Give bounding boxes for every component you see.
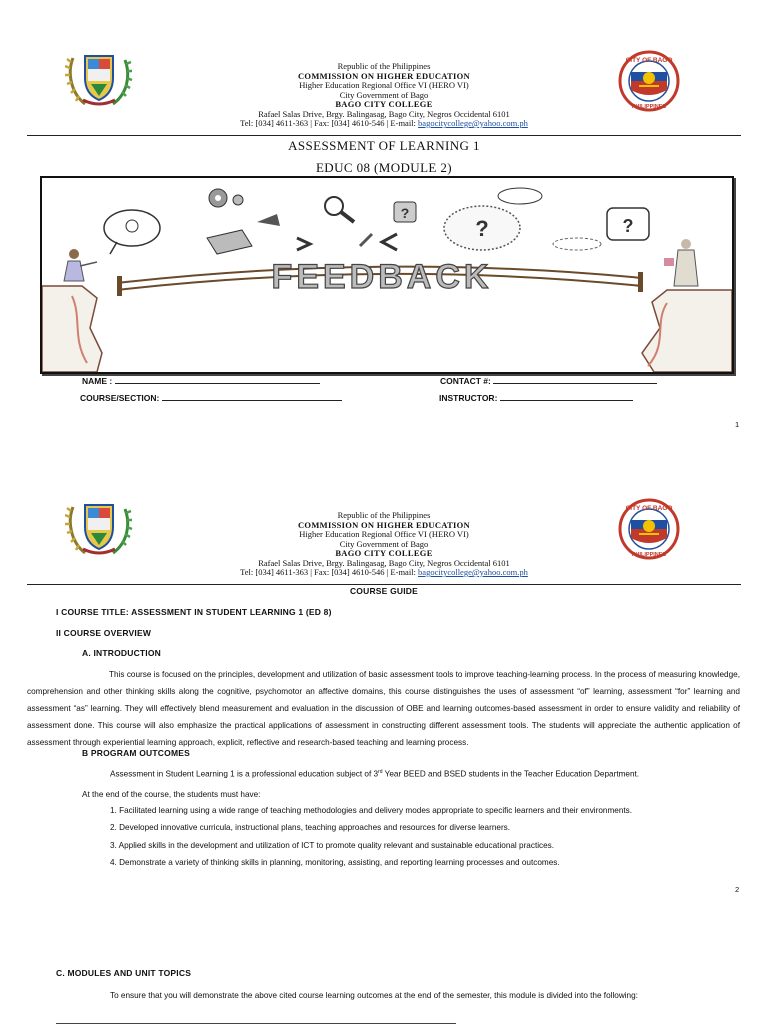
program-text-a: Assessment in Student Learning 1 is a professional education subject of 3 (110, 769, 379, 779)
outcome-item: 4. Demonstrate a variety of thinking skills in planning, monitoring, assisting, and reporting learning processes and outcomes. (110, 858, 560, 867)
page-number-1: 1 (735, 420, 740, 429)
cut-off-line (56, 1019, 456, 1024)
svg-text:?: ? (622, 216, 634, 236)
college-line: BAGO CITY COLLEGE (335, 99, 433, 109)
seal-text-bottom: PHILIPPINES (631, 104, 667, 110)
republic-line-2: Republic of the Philippines (337, 510, 431, 520)
svg-text:?: ? (475, 216, 489, 241)
feedback-banner (40, 176, 734, 374)
cover-subtitle: EDUC 08 (MODULE 2) (315, 160, 453, 175)
seal-text-top: CITY OF BAGO (625, 57, 673, 64)
name-label: NAME (82, 376, 108, 386)
outcome-item: 1. Facilitated learning using a wide range of teaching methodologies and delivery modes appropriate to specific learners and their environments. (110, 806, 633, 815)
modules-text: To ensure that you will demonstrate the above cited course learning outcomes at the end of the semester, this module is divided into the following: (110, 991, 638, 1000)
course-guide-heading: COURSE GUIDE (349, 586, 419, 596)
contact-line-2 (0, 568, 768, 578)
program-text-b: Year BEED and BSED students in the Teacher Education Department. (382, 769, 640, 779)
instructor-field[interactable]: INSTRUCTOR: (439, 392, 633, 403)
email-link-2[interactable]: bagocitycollege@yahoo.com.ph (418, 567, 528, 577)
course-overview: II COURSE OVERVIEW (56, 628, 152, 638)
contact-line (0, 119, 768, 129)
seal-text-bottom-2: PHILIPPINES (631, 552, 667, 558)
city-gov-line-2: City Government of Bago (339, 538, 429, 549)
contact-field[interactable] (440, 375, 657, 386)
intro-paragraph: This course is focused on the principles, development and utilization of basic assessment tools to improve teaching-learning process. In the process of measuring knowledge, comprehension and other thinking skills along the cognitive, psychomotor an affective domains, this course distinguishes the uses of assessment “of” learning, assessment “for” learning and assessment “as” learning. They will effectively blend measurement and evaluation in the discussion of OBE and learning outcomes-based assessment in order to ensure validity and reliability of assessment done. This course will also emphasize the practical applications of assessment in constructing different assessment tools. The students will appreciate the authentic application of assessment through experiential learning approach, explicit, reflective and research-based teaching and learning process. (27, 670, 740, 747)
contact-prefix: Tel: [034] 4611-363 | Fax: [034] 4610-546 | E-mail: (240, 118, 419, 128)
program-outcomes-heading: B PROGRAM OUTCOMES (82, 748, 190, 758)
program-text-sup: rd (378, 769, 383, 775)
commission-line: COMMISSION ON HIGHER EDUCATION (297, 70, 470, 81)
college-line-2: BAGO CITY COLLEGE (335, 548, 433, 558)
banner-word: FEEDBACK (271, 258, 493, 296)
page1-header (0, 62, 768, 129)
cover-title: ASSESSMENT OF LEARNING 1 (288, 138, 480, 153)
city-gov-line: City Government of Bago (339, 89, 429, 100)
header-rule-2 (27, 584, 741, 585)
contact-line-field (493, 375, 657, 384)
email-link[interactable]: bagocitycollege@yahoo.com.ph (418, 118, 528, 128)
end-of-course-text: At the end of the course, the students must have: (82, 790, 261, 799)
commission-line-2: COMMISSION ON HIGHER EDUCATION (297, 519, 470, 530)
program-text (110, 769, 639, 779)
instructor-label: INSTRUCTOR (439, 393, 495, 403)
intro-heading: A. INTRODUCTION (82, 648, 162, 658)
name-line (115, 375, 320, 384)
outcome-item: 3. Applied skills in the development and utilization of ICT to promote quality relevant and sustainable educational practices. (110, 841, 555, 850)
address-line-2: Rafael Salas Drive, Brgy. Balingasag, Bago City, Negros Occidental 6101 (258, 557, 510, 568)
header-rule (27, 135, 741, 136)
course-label: COURSE/SECTION (80, 393, 157, 403)
name-field[interactable]: NAME : (82, 375, 320, 386)
outcome-item: 2. Developed innovative curricula, instructional plans, teaching approaches and resources for diverse learners. (110, 823, 511, 832)
course-line (162, 392, 342, 401)
instructor-line (500, 392, 633, 401)
seal-text-top-2: CITY OF BAGO (625, 505, 673, 512)
regional-line-2: Higher Education Regional Office VI (HERO VI) (299, 529, 469, 539)
page-number-2: 2 (735, 885, 740, 894)
svg-text:?: ? (400, 205, 410, 221)
course-title: I COURSE TITLE: ASSESSMENT IN STUDENT LEARNING 1 (ED 8) (56, 607, 332, 617)
contact-prefix-2: Tel: [034] 4611-363 | Fax: [034] 4610-546 | E-mail: (240, 567, 419, 577)
modules-heading: C. MODULES AND UNIT TOPICS (56, 968, 192, 978)
course-field[interactable]: COURSE/SECTION: (80, 392, 342, 403)
address-line: Rafael Salas Drive, Brgy. Balingasag, Bago City, Negros Occidental 6101 (258, 108, 510, 119)
contact-label: CONTACT #: (440, 376, 491, 386)
page2-header (0, 511, 768, 578)
regional-line: Higher Education Regional Office VI (HERO VI) (299, 80, 469, 90)
republic-line: Republic of the Philippines (337, 61, 431, 71)
